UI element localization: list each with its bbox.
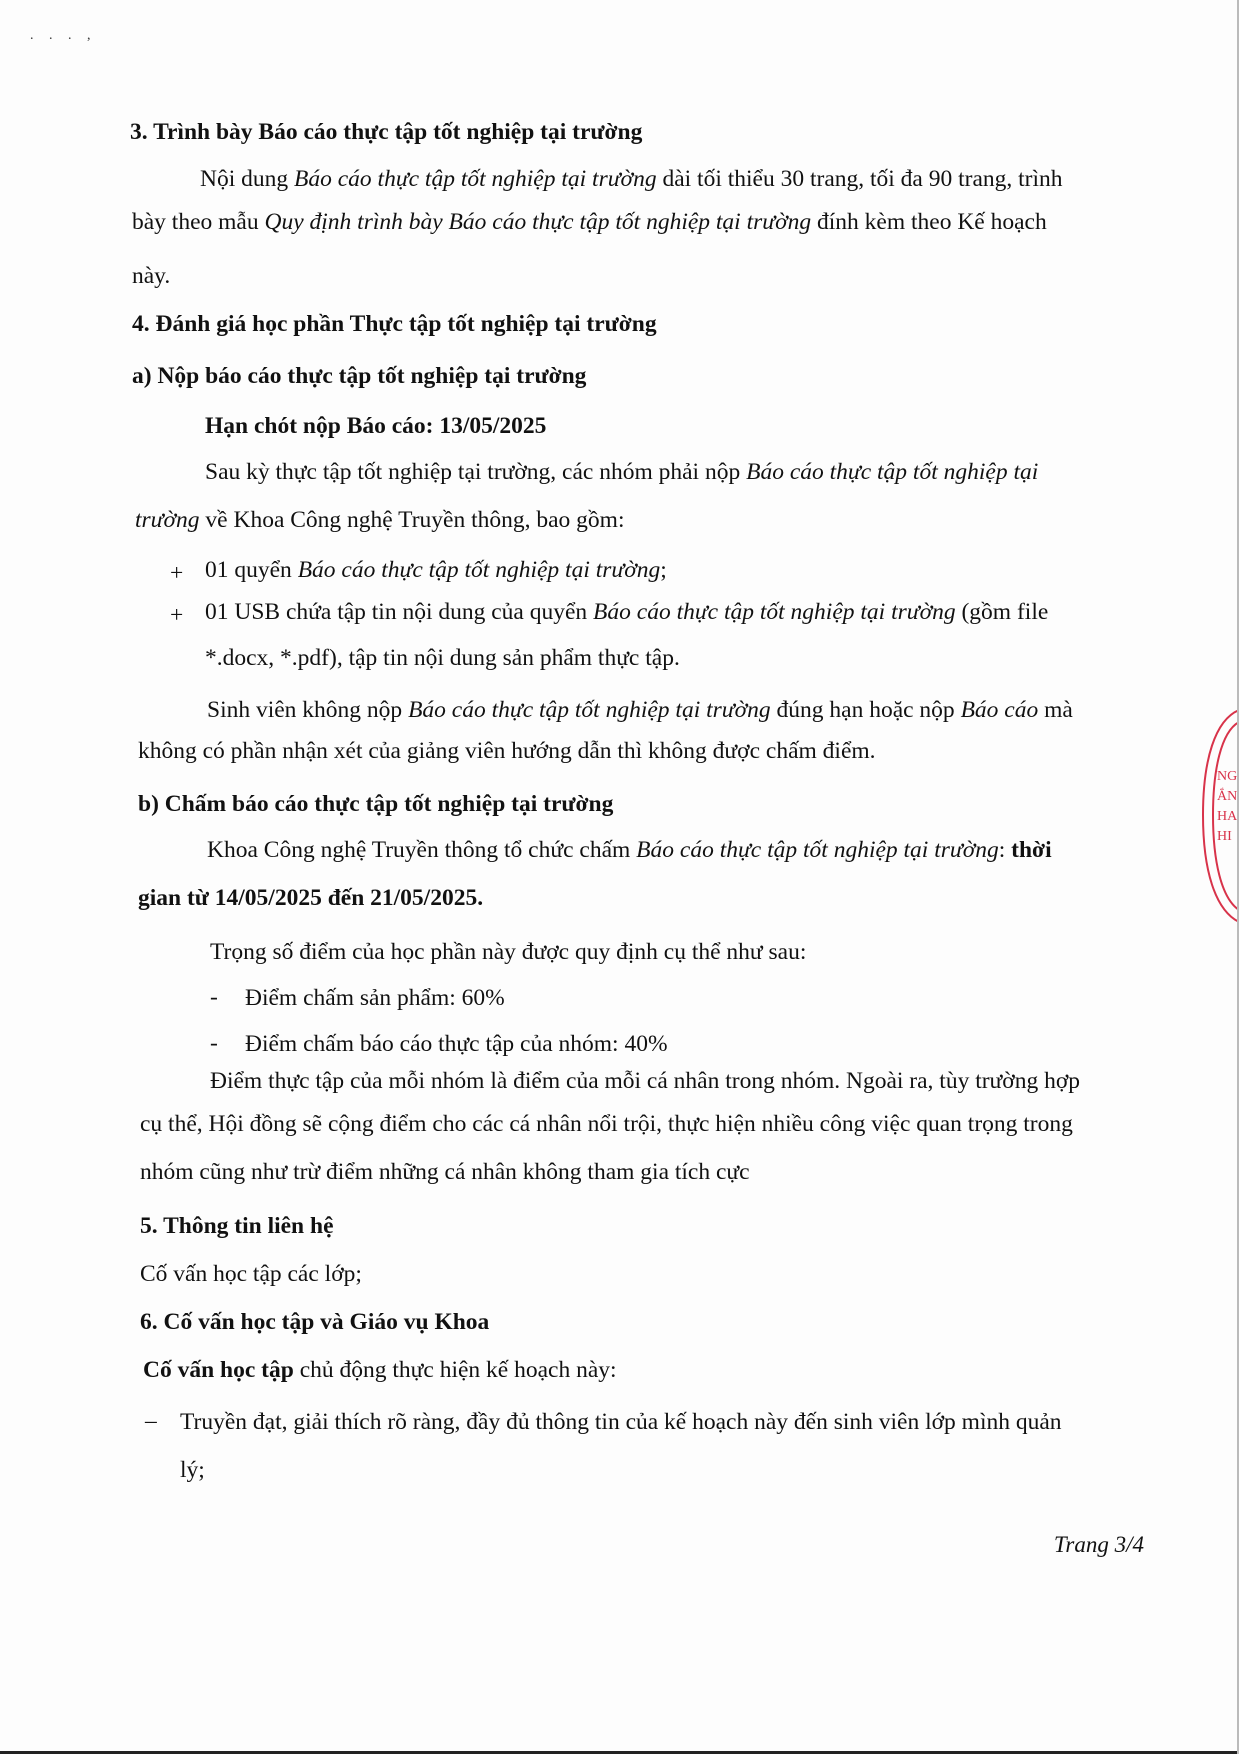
section-5-heading: 5. Thông tin liên hệ [140, 1213, 334, 1239]
section-4b-heading: b) Chấm báo cáo thực tập tốt nghiệp tại trường [138, 791, 614, 817]
grading-line-2: gian từ 14/05/2025 đến 21/05/2025. [138, 885, 484, 911]
warning-line-1: Sinh viên không nộp Báo cáo thực tập tốt nghiệp tại trường đúng hạn hoặc nộp Báo cáo mà [207, 697, 1073, 723]
page-number: Trang 3/4 [1053, 1532, 1144, 1557]
submission-item-2-line-1: 01 USB chứa tập tin nội dung của quyển Báo cáo thực tập tốt nghiệp tại trường (gồm file [205, 599, 1049, 625]
score-line-1: Điểm thực tập của mỗi nhóm là điểm của mỗi cá nhân trong nhóm. Ngoài ra, tùy trường hợp [210, 1068, 1081, 1094]
svg-text:HA: HA [1217, 809, 1238, 824]
submission-line-1: Sau kỳ thực tập tốt nghiệp tại trường, các nhóm phải nộp Báo cáo thực tập tốt nghiệp tại [205, 459, 1039, 485]
submission-line-2: trường về Khoa Công nghệ Truyền thông, bao gồm: [135, 507, 625, 533]
deadline-line: Hạn chót nộp Báo cáo: 13/05/2025 [205, 413, 547, 439]
svg-text:ẮN: ẮN [1217, 789, 1238, 804]
weight-item-2: Điểm chấm báo cáo thực tập của nhóm: 40% [245, 1031, 668, 1057]
bullet-dash: – [145, 1408, 157, 1434]
bullet-dash: - [210, 984, 218, 1010]
advisor-intro: Cố vấn học tập chủ động thực hiện kế hoạch này: [143, 1357, 617, 1383]
submission-item-2-line-2: *.docx, *.pdf), tập tin nội dung sản phẩm thực tập. [205, 645, 680, 671]
bullet-dash: - [210, 1030, 218, 1056]
section-3-para-line-2: bày theo mẫu Quy định trình bày Báo cáo thực tập tốt nghiệp tại trường đính kèm theo Kế hoạch [132, 209, 1047, 235]
contact-line: Cố vấn học tập các lớp; [140, 1261, 362, 1287]
grading-line-1: Khoa Công nghệ Truyền thông tổ chức chấm Báo cáo thực tập tốt nghiệp tại trường: thời [207, 837, 1052, 863]
section-3-para-line-1: Nội dung Báo cáo thực tập tốt nghiệp tại trường dài tối thiểu 30 trang, tối đa 90 trang, trình [200, 166, 1063, 192]
score-line-3: nhóm cũng như trừ điểm những cá nhân không tham gia tích cực [140, 1159, 750, 1185]
scan-specks: . . . , [30, 28, 97, 43]
section-4-heading: 4. Đánh giá học phần Thực tập tốt nghiệp tại trường [132, 311, 657, 337]
weight-item-1: Điểm chấm sản phẩm: 60% [245, 985, 505, 1011]
advisor-item-1-line-1: Truyền đạt, giải thích rõ ràng, đầy đủ thông tin của kế hoạch này đến sinh viên lớp mình quản [180, 1409, 1062, 1435]
submission-item-1: 01 quyển Báo cáo thực tập tốt nghiệp tại trường; [205, 557, 667, 583]
section-6-heading: 6. Cố vấn học tập và Giáo vụ Khoa [140, 1309, 490, 1335]
svg-text:HI: HI [1217, 829, 1232, 844]
bullet-plus: + [170, 602, 184, 628]
advisor-item-1-line-2: lý; [180, 1457, 205, 1483]
section-4a-heading: a) Nộp báo cáo thực tập tốt nghiệp tại trường [132, 363, 587, 389]
svg-text:NG: NG [1217, 769, 1238, 784]
weight-intro: Trọng số điểm của học phần này được quy định cụ thể như sau: [210, 939, 807, 965]
seal-stamp [1195, 700, 1239, 930]
bullet-plus: + [170, 560, 184, 586]
section-3-para-line-3: này. [132, 263, 171, 289]
warning-line-2: không có phần nhận xét của giảng viên hướng dẫn thì không được chấm điểm. [138, 738, 876, 764]
score-line-2: cụ thể, Hội đồng sẽ cộng điểm cho các cá nhân nổi trội, thực hiện nhiều công việc quan trọng trong [140, 1111, 1073, 1137]
section-3-heading: 3. Trình bày Báo cáo thực tập tốt nghiệp tại trường [130, 119, 643, 145]
